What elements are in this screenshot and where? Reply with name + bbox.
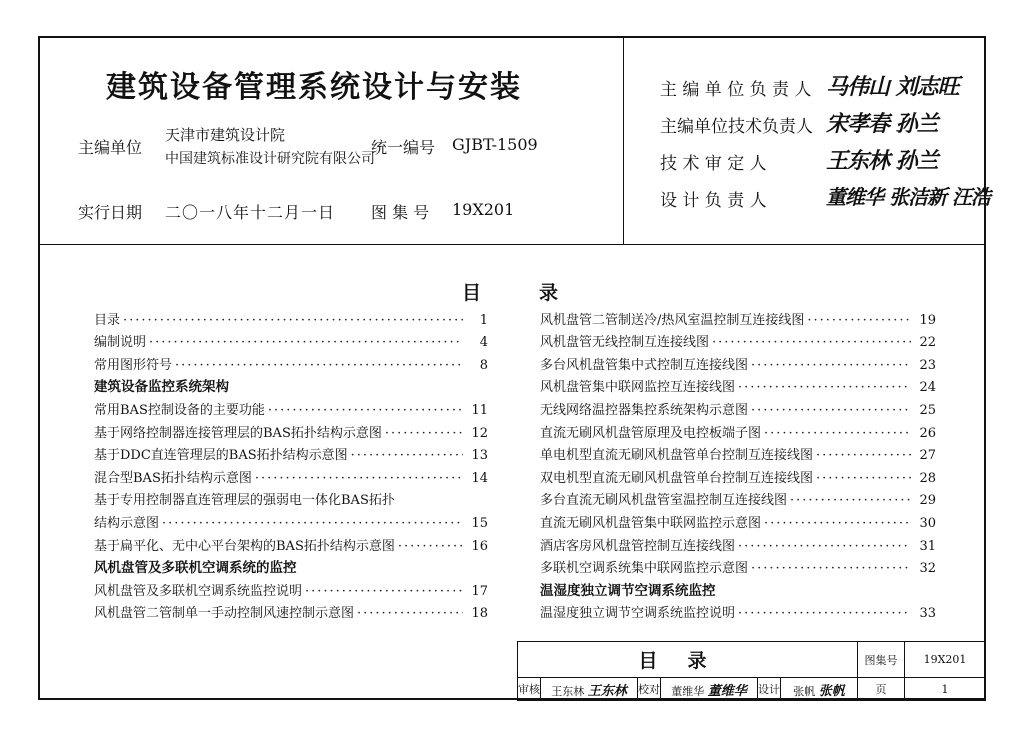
page-label: 页: [858, 678, 905, 701]
check-label: 校对: [638, 678, 661, 701]
designer-cell: 张帆 张帆: [781, 678, 858, 701]
toc-right-column: [540, 305, 936, 621]
title-block-atlas-label: 图集号: [858, 642, 905, 678]
toc-entry[interactable]: 风机盘管二管制送冷/热风室温控制互连接线图 ····· 19: [540, 305, 936, 328]
atlas-title: 建筑设备管理系统设计与安装: [106, 70, 522, 105]
toc-section-heading: 建筑设备监控系统架构: [94, 379, 229, 396]
toc-entry[interactable]: 常用图形符号 ····· 8: [94, 350, 488, 373]
signature-tech-chief: 宋孝春 孙兰: [826, 112, 938, 137]
toc-entry[interactable]: 风机盘管二管制单一手动控制风速控制示意图 ····· 18: [94, 599, 488, 622]
role-chief-unit: 主 编 单 位 负 责 人: [660, 80, 812, 100]
toc-entry[interactable]: 多台直流无刷风机盘管室温控制互连接线图 ····· 29: [540, 486, 936, 509]
editor-org-2: 中国建筑标准设计研究院有限公司: [165, 151, 375, 167]
role-design-lead: 设 计 负 责 人: [660, 191, 767, 211]
toc-entry[interactable]: 无线网络温控器集控系统架构示意图 ····· 25: [540, 395, 936, 418]
code-value: GJBT-1509: [452, 135, 538, 154]
header-divider: [38, 244, 986, 245]
signature-chief-unit: 马伟山 刘志旺: [826, 75, 959, 100]
toc-entry[interactable]: 编制说明 ····· 4: [94, 328, 488, 351]
title-block-title: 目录: [518, 642, 858, 678]
toc-entry[interactable]: 风机盘管及多联机空调系统监控说明 ····· 17: [94, 576, 488, 599]
title-block: [517, 641, 986, 701]
code-label: 统一编号: [371, 138, 436, 157]
toc-entry[interactable]: 双电机型直流无刷风机盘管单台控制互连接线图 ····· 28: [540, 463, 936, 486]
date-label: 实行日期: [78, 203, 143, 222]
toc-entry-continued[interactable]: 基于专用控制器直连管理层的强弱电一体化BAS拓扑: [94, 493, 395, 509]
toc-title: 目录: [462, 282, 617, 304]
toc-entry[interactable]: 目录 ····· 1: [94, 305, 488, 328]
toc-entry[interactable]: 直流无刷风机盘管原理及电控板端子图 ····· 26: [540, 418, 936, 441]
toc-entry[interactable]: 常用BAS控制设备的主要功能 ····· 11: [94, 395, 488, 418]
signature-design-lead: 董维华 张洁新 汪浩: [826, 185, 990, 209]
reviewer-cell: 王东林 王东林: [541, 678, 638, 701]
date-value: 二〇一八年十二月一日: [165, 203, 336, 222]
role-tech-approval: 技 术 审 定 人: [660, 154, 767, 174]
role-tech-chief: 主编单位技术负责人: [660, 117, 813, 137]
toc-section-heading: 温湿度独立调节空调系统监控: [540, 582, 716, 599]
toc-entry[interactable]: 风机盘管无线控制互连接线图 ····· 22: [540, 328, 936, 351]
atlas-no-label: 图 集 号: [371, 203, 430, 222]
toc-entry[interactable]: 基于DDC直连管理层的BAS拓扑结构示意图 ····· 13: [94, 441, 488, 464]
toc-entry[interactable]: 多台风机盘管集中式控制互连接线图 ····· 23: [540, 350, 936, 373]
toc-entry[interactable]: 基于网络控制器连接管理层的BAS拓扑结构示意图 ····· 12: [94, 418, 488, 441]
review-label: 审核: [518, 678, 541, 701]
signature-tech-approval: 王东林 孙兰: [826, 149, 938, 174]
editor-label: 主编单位: [78, 138, 143, 157]
checker-cell: 董维华 董维华: [661, 678, 758, 701]
toc-entry[interactable]: 直流无刷风机盘管集中联网监控示意图 ····· 30: [540, 508, 936, 531]
toc-entry[interactable]: 温湿度独立调节空调系统监控说明 ····· 33: [540, 599, 936, 622]
editor-org-1: 天津市建筑设计院: [165, 126, 286, 144]
toc-section-heading: 风机盘管及多联机空调系统的监控: [94, 560, 297, 577]
toc-entry[interactable]: 基于扁平化、无中心平台架构的BAS拓扑结构示意图 ····· 16: [94, 531, 488, 554]
atlas-no-value: 19X201: [452, 200, 515, 219]
page-value: 1: [905, 678, 986, 701]
toc-entry[interactable]: 混合型BAS拓扑结构示意图 ····· 14: [94, 463, 488, 486]
toc-entry[interactable]: 风机盘管集中联网监控互连接线图 ····· 24: [540, 373, 936, 396]
design-label: 设计: [758, 678, 781, 701]
toc-entry[interactable]: 酒店客房风机盘管控制互连接线图 ····· 31: [540, 531, 936, 554]
header-vertical-divider: [623, 36, 624, 244]
toc-entry[interactable]: 多联机空调系统集中联网监控示意图 ····· 32: [540, 554, 936, 577]
title-block-atlas-value: 19X201: [905, 642, 986, 678]
toc-left-column: [94, 305, 488, 621]
toc-entry[interactable]: 结构示意图 ····· 15: [94, 508, 488, 531]
toc-entry[interactable]: 单电机型直流无刷风机盘管单台控制互连接线图 ····· 27: [540, 441, 936, 464]
